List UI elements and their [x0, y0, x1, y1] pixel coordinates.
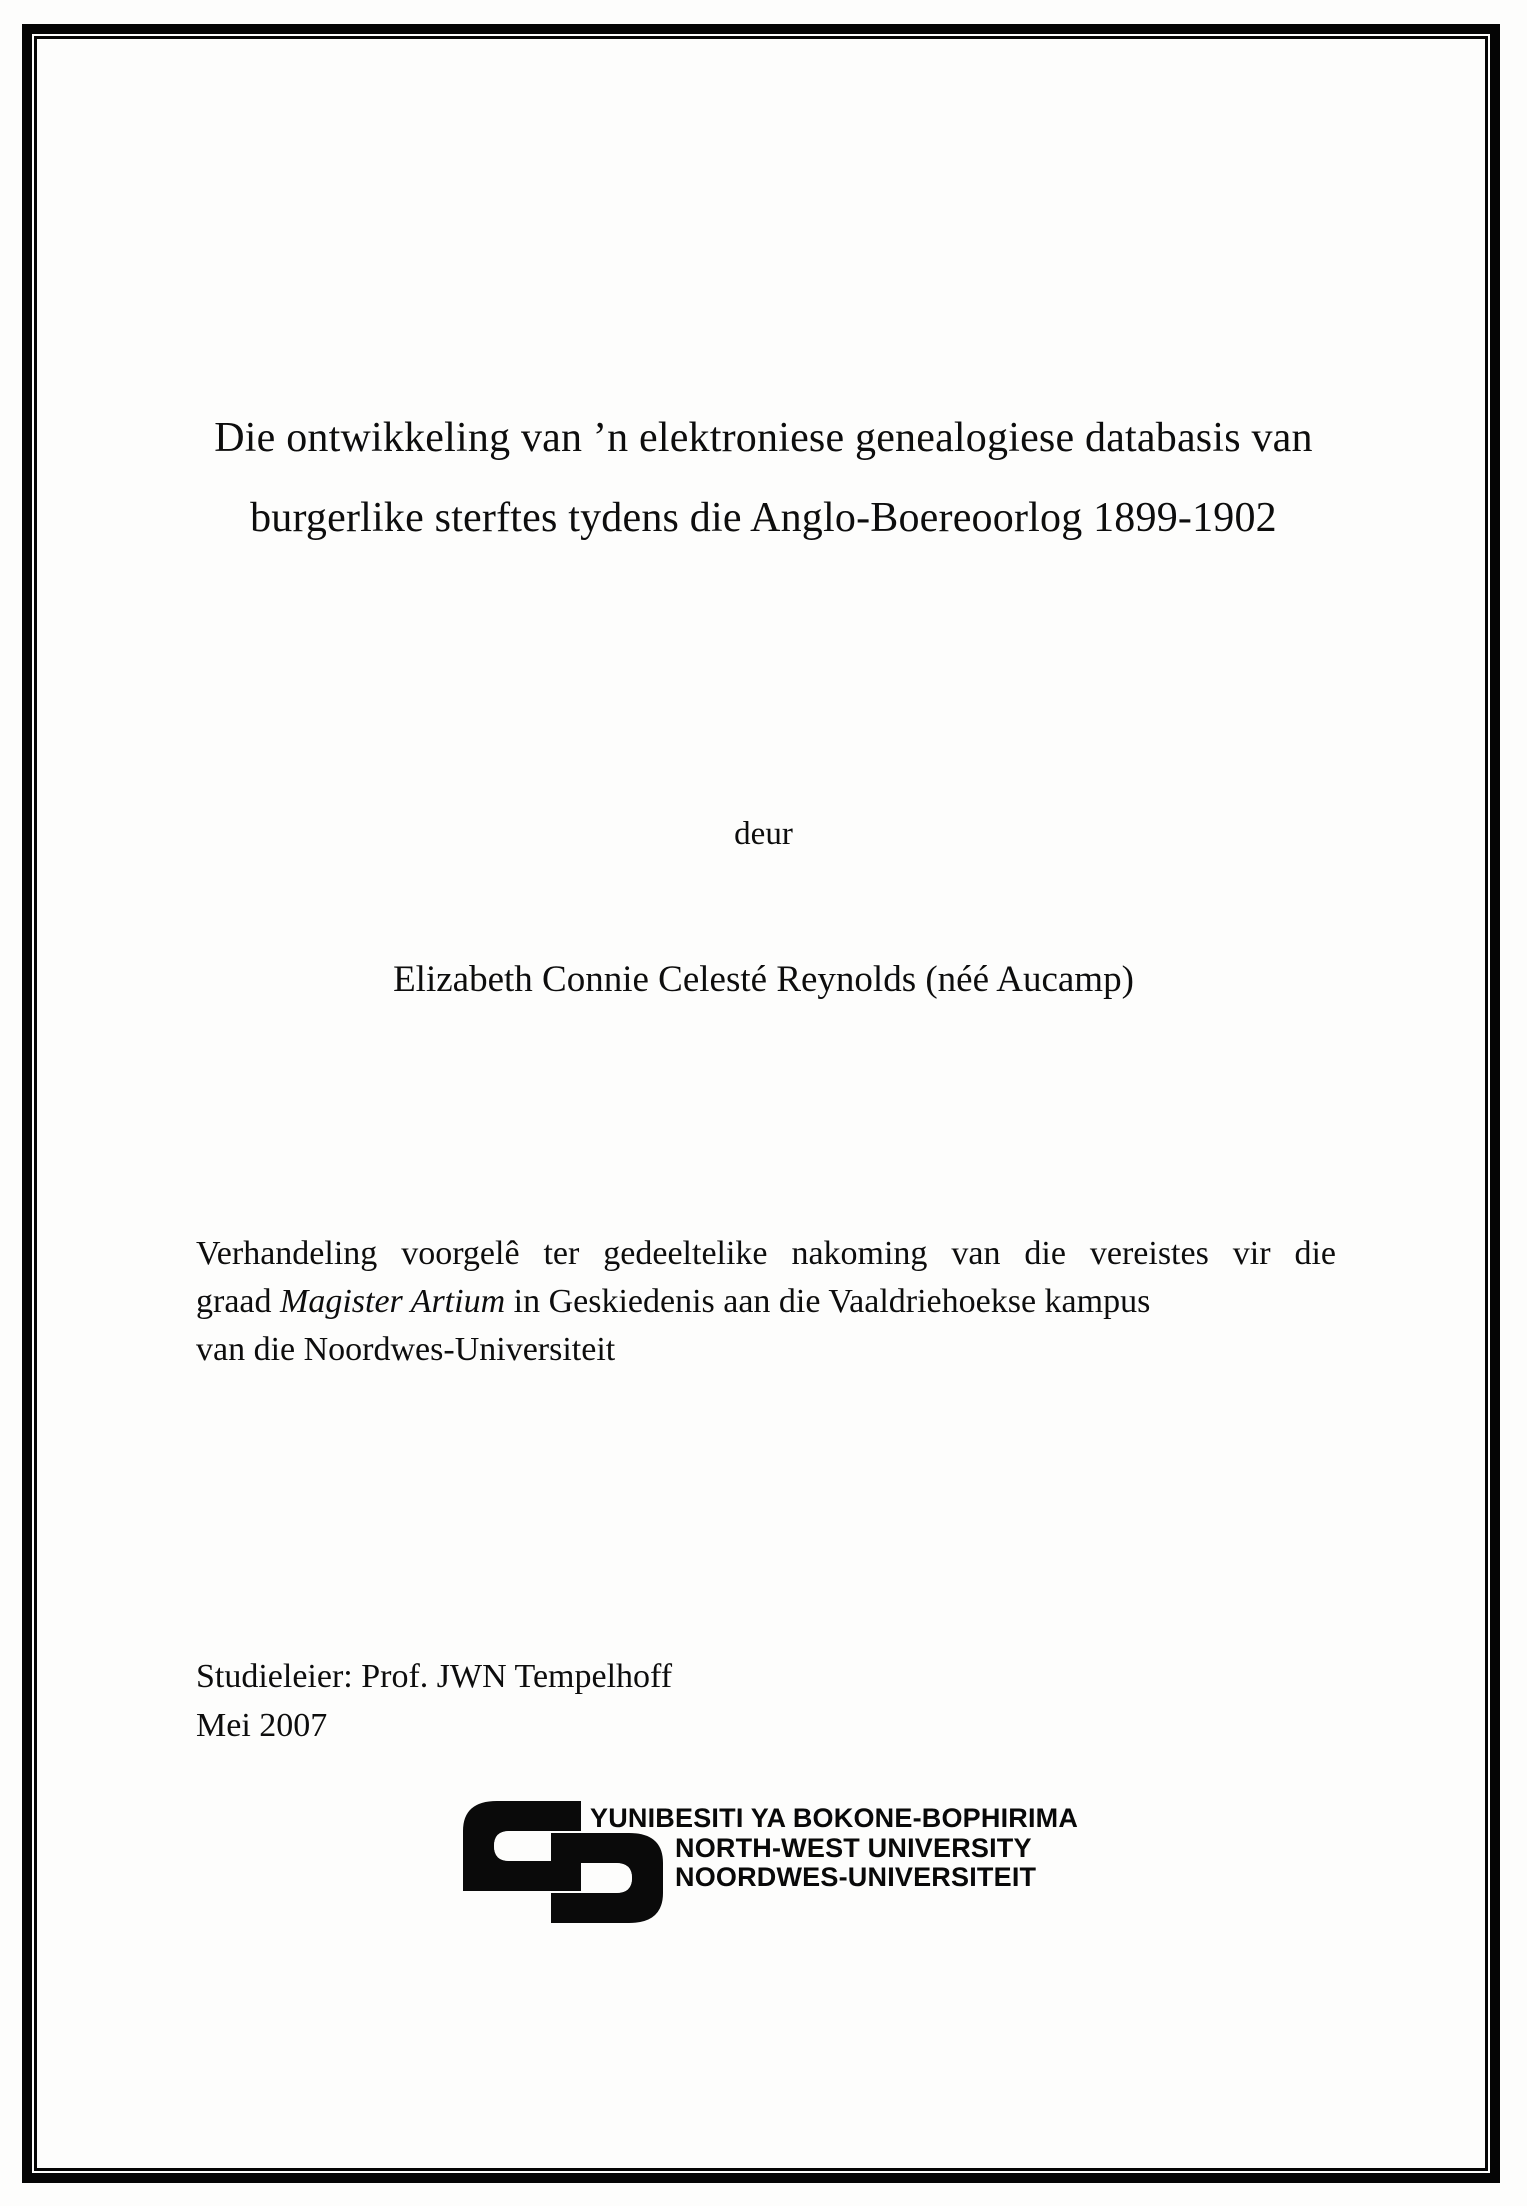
- logo-text-line1: YUNIBESITI YA BOKONE-BOPHIRIMA: [590, 1803, 1079, 1833]
- degree-statement-line2: [196, 1278, 1336, 1326]
- supervisor-block: [196, 1652, 672, 1750]
- byline-deur: deur: [734, 816, 793, 852]
- degree-statement-line1: Verhandeling voorgelê ter gedeeltelike nakoming van die vereistes vir die: [196, 1235, 1336, 1272]
- thesis-title-line1: Die ontwikkeling van ’n elektroniese genealogiese databasis van: [214, 415, 1313, 461]
- supervisor-line: Studieleier: Prof. JWN Tempelhoff: [196, 1658, 673, 1695]
- nwu-logo: [463, 1801, 1083, 1936]
- date-line: Mei 2007: [196, 1707, 328, 1744]
- thesis-title: [120, 398, 1407, 558]
- logo-text-line2: NORTH-WEST UNIVERSITY: [675, 1832, 1032, 1863]
- degree-statement: [196, 1230, 1336, 1374]
- degree-statement-line3: van die Noordwes-Universiteit: [196, 1331, 616, 1368]
- degree-statement-line2-post: in Geskiedenis aan die Vaaldriehoekse kampus: [505, 1283, 1151, 1320]
- degree-name-italic: Magister Artium: [280, 1283, 506, 1320]
- nwu-logo-text: [590, 1804, 1078, 1893]
- author-name: Elizabeth Connie Celesté Reynolds (néé Aucamp): [393, 959, 1134, 1000]
- logo-text-line3: NOORDWES-UNIVERSITEIT: [675, 1862, 1037, 1892]
- thesis-title-line2: burgerlike sterftes tydens die Anglo-Boereoorlog 1899-1902: [250, 495, 1277, 541]
- degree-statement-line2-pre: graad: [196, 1283, 281, 1320]
